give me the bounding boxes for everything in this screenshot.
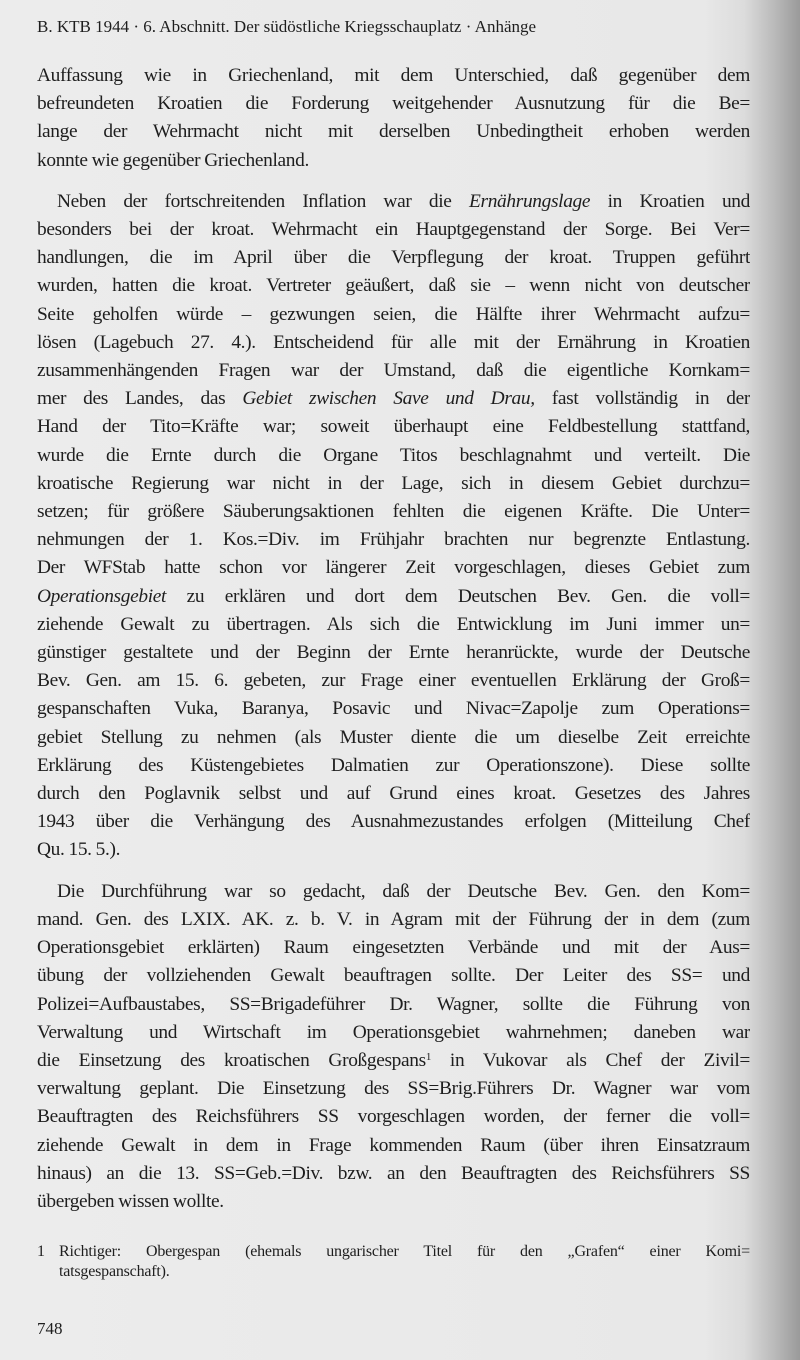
- body-text: [37, 62, 750, 1216]
- text-line: setzen; für größere Säuberungsaktionen fehlten die eigenen Kräfte. Die Unter=: [37, 501, 750, 523]
- text-line: wurden, hatten die kroat. Vertreter geäußert, daß sie – wenn nicht von deutscher: [37, 275, 750, 297]
- text-line: lösen (Lagebuch 27. 4.). Entscheidend für alle mit der Ernährung in Kroatien: [37, 331, 750, 353]
- text-line: [37, 385, 750, 413]
- text-line: handlungen, die im April über die Verpflegung der kroat. Truppen geführt: [37, 247, 750, 269]
- paragraph: [37, 62, 750, 175]
- text-line: übergeben wissen wollte.: [37, 1190, 224, 1212]
- emphasized-term: Ernährungslage: [469, 190, 591, 212]
- text-line: durch den Poglavnik selbst und auf Grund eines kroat. Gesetzes des Jahres: [37, 783, 750, 805]
- text-line: Qu. 15. 5.).: [37, 839, 121, 861]
- text-line: [37, 583, 750, 611]
- text-line: [37, 188, 750, 216]
- footnote-reference[interactable]: 1: [425, 1050, 431, 1063]
- text-line: gebiet Stellung zu nehmen (als Muster diente die um dieselbe Zeit erreichte: [37, 726, 750, 748]
- emphasized-term: Gebiet zwischen Save und Drau,: [242, 388, 535, 410]
- text-line: Der WFStab hatte schon vor längerer Zeit vorgeschlagen, dieses Gebiet zum: [37, 557, 750, 579]
- footnote: [37, 1242, 750, 1282]
- text-line: günstiger gestaltete und der Beginn der Ernte heranrückte, wurde der Deutsche: [37, 642, 750, 664]
- text-run: fast vollständig in der: [534, 388, 750, 410]
- text-line: verwaltung geplant. Die Einsetzung des SS=Brig.Führers Dr. Wagner war vom: [37, 1078, 750, 1100]
- text-run: die Einsetzung des kroatischen Großgespans: [37, 1049, 426, 1071]
- text-line: Polizei=Aufbaustabes, SS=Brigadeführer Dr. Wagner, sollte die Führung von: [37, 993, 750, 1015]
- text-line: lange der Wehrmacht nicht mit derselben Unbedingtheit erhoben werden: [37, 121, 750, 143]
- text-run: in Kroatien und: [590, 190, 750, 212]
- text-line: Die Durchführung war so gedacht, daß der Deutsche Bev. Gen. den Kom=: [57, 880, 750, 902]
- text-line: Seite geholfen würde – gezwungen seien, die Hälfte ihrer Wehrmacht aufzu=: [37, 303, 750, 325]
- footnote-number: 1: [37, 1243, 45, 1261]
- text-line: Bev. Gen. am 15. 6. gebeten, zur Frage einer eventuellen Erklärung der Groß=: [37, 670, 750, 692]
- text-run: zu erklären und dort dem Deutschen Bev. Gen. die voll=: [166, 585, 750, 607]
- text-line: gespanschaften Vuka, Baranya, Posavic und Nivac=Zapolje zum Operations=: [37, 698, 750, 720]
- text-line: befreundeten Kroatien die Forderung weitgehender Ausnutzung für die Be=: [37, 93, 750, 115]
- text-run: in Vukovar als Chef der Zivil=: [430, 1049, 750, 1071]
- text-line: [37, 1047, 750, 1075]
- running-head: B. KTB 1944 · 6. Abschnitt. Der südöstliche Kriegsschauplatz · Anhänge: [37, 17, 537, 36]
- text-line: ziehende Gewalt zu übertragen. Als sich die Entwicklung im Juni immer un=: [37, 613, 750, 635]
- text-line: mand. Gen. des LXIX. AK. z. b. V. in Agram mit der Führung der in dem (zum: [37, 908, 750, 930]
- text-line: kroatische Regierung war nicht in der Lage, sich in diesem Gebiet durchzu=: [37, 472, 750, 494]
- emphasized-term: Operationsgebiet: [37, 585, 167, 607]
- text-line: nehmungen der 1. Kos.=Div. im Frühjahr brachten nur begrenzte Entlastung.: [37, 529, 750, 551]
- text-line: 1943 über die Verhängung des Ausnahmezustandes erfolgen (Mitteilung Chef: [37, 811, 750, 833]
- text-line: Beauftragten des Reichsführers SS vorgeschlagen worden, der ferner die voll=: [37, 1106, 750, 1128]
- footnote-line: tatsgespanschaft).: [59, 1263, 170, 1281]
- footnote-text: Richtiger: Obergespan (ehemals ungarischer Titel für den „Grafen“ einer Komi=: [59, 1243, 750, 1261]
- page-number: 748: [37, 1319, 63, 1339]
- text-line: besonders bei der kroat. Wehrmacht ein Hauptgegenstand der Sorge. Bei Ver=: [37, 219, 750, 241]
- text-run: Neben der fortschreitenden Inflation war die: [57, 190, 470, 212]
- paragraph-gap: [37, 175, 750, 188]
- text-line: Verwaltung und Wirtschaft im Operationsgebiet wahrnehmen; daneben war: [37, 1021, 750, 1043]
- text-line: Auffassung wie in Griechenland, mit dem Unterschied, daß gegenüber dem: [37, 65, 750, 86]
- paragraph: [37, 188, 750, 865]
- text-line: hinaus) an die 13. SS=Geb.=Div. bzw. an den Beauftragten des Reichsführers SS: [37, 1162, 750, 1184]
- paragraph: [37, 878, 750, 1216]
- text-line: Hand der Tito=Kräfte war; soweit überhaupt eine Feldbestellung stattfand,: [37, 416, 750, 438]
- paragraph-gap: [37, 865, 750, 878]
- text-line: Erklärung des Küstengebietes Dalmatien zur Operationszone). Diese sollte: [37, 754, 750, 776]
- text-line: konnte wie gegenüber Griechenland.: [37, 149, 309, 171]
- footnote-line: [37, 1242, 750, 1262]
- text-run: mer des Landes, das: [37, 388, 243, 410]
- text-line: zusammenhängenden Fragen war der Umstand, daß die eigentliche Kornkam=: [37, 360, 750, 382]
- text-line: übung der vollziehenden Gewalt beauftragen sollte. Der Leiter des SS= und: [37, 965, 750, 987]
- text-line: Operationsgebiet erklärten) Raum eingesetzten Verbände und mit der Aus=: [37, 937, 750, 959]
- text-line: ziehende Gewalt in dem in Frage kommenden Raum (über ihren Einsatzraum: [37, 1134, 750, 1156]
- text-line: wurde die Ernte durch die Organe Titos beschlagnahmt und verteilt. Die: [37, 444, 750, 466]
